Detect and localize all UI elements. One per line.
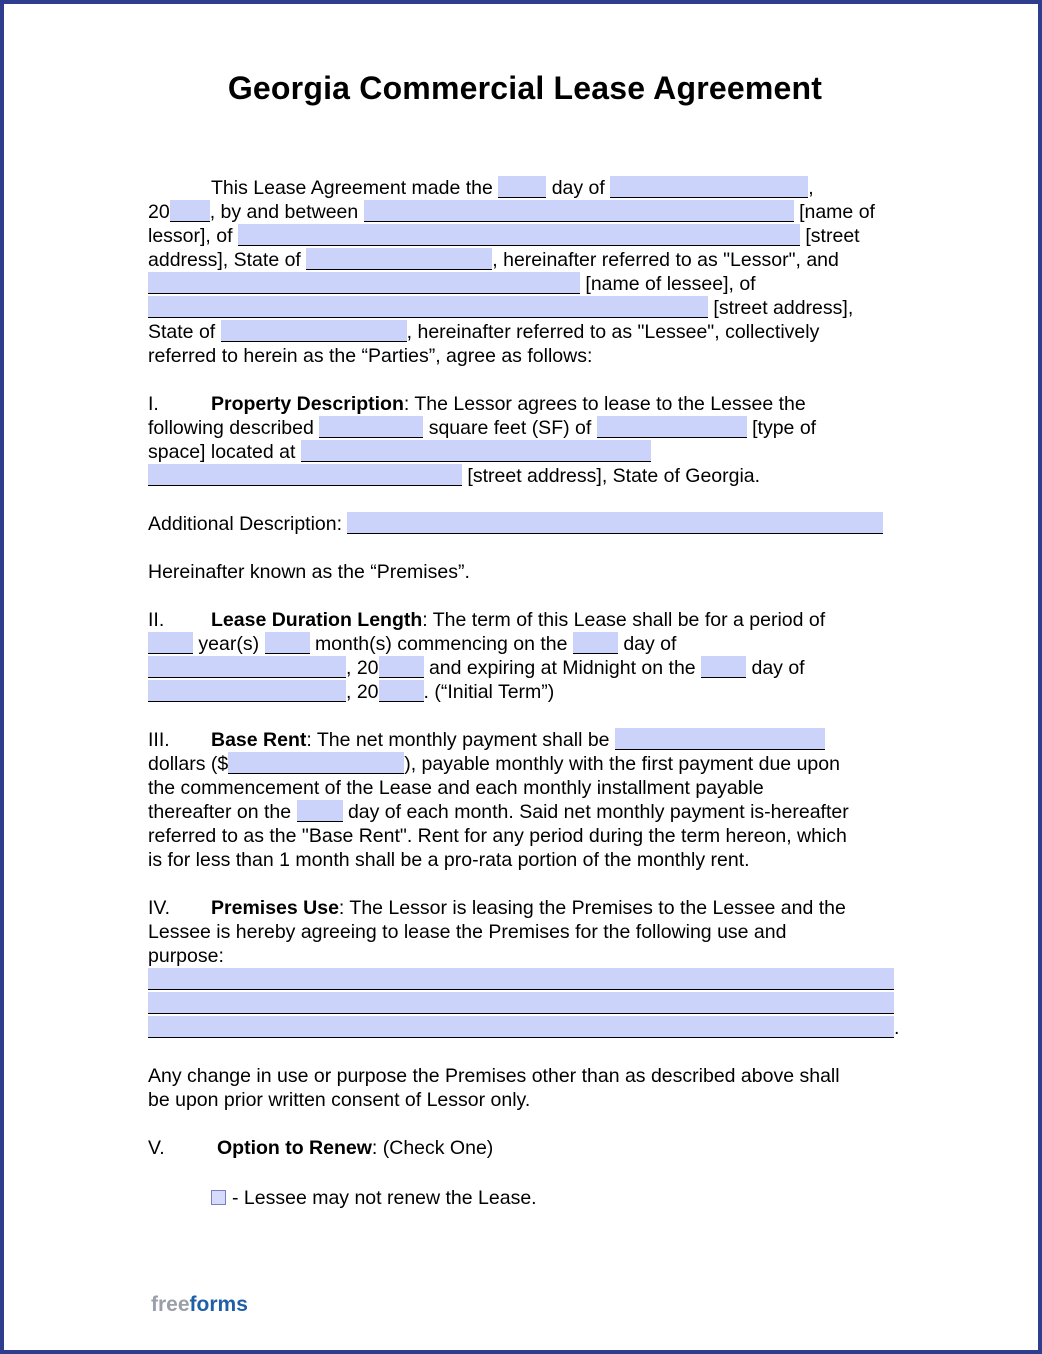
section-number: V. <box>148 1137 165 1159</box>
section-4-line-3: purpose: <box>148 945 224 967</box>
rent-day-field[interactable] <box>297 800 343 822</box>
lessor-state-field[interactable] <box>306 248 492 270</box>
use-field-row-2 <box>148 992 908 1016</box>
section-3-line-6: is for less than 1 month shall be a pro-rata portion of the monthly rent. <box>148 849 750 871</box>
section-number: III. <box>148 729 170 751</box>
intro-line-1: This Lease Agreement made the day of , <box>211 177 814 199</box>
property-address-field[interactable] <box>301 440 651 462</box>
start-year-field[interactable] <box>379 656 424 678</box>
lessor-name-field[interactable] <box>364 200 794 222</box>
section-heading: Option to Renew <box>217 1137 372 1159</box>
section-heading: Lease Duration Length <box>211 609 423 631</box>
start-day-field[interactable] <box>573 632 618 654</box>
section-3-line-1: III. Base Rent: The net monthly payment shall be <box>148 728 908 752</box>
section-number: II. <box>148 609 165 631</box>
year-field[interactable] <box>170 200 210 222</box>
intro-line-8: referred to herein as the “Parties”, agree as follows: <box>148 345 593 367</box>
section-1-line-2: following described square feet (SF) of [type of <box>148 417 817 439</box>
intro-line-4: address], State of , hereinafter referred to as "Lessor", and <box>148 249 839 271</box>
lessee-address-field[interactable] <box>148 296 708 318</box>
section-3-line-4: thereafter on the day of each month. Said net monthly payment is-hereafter <box>148 801 849 823</box>
square-feet-field[interactable] <box>319 416 423 438</box>
premises-known-line: Hereinafter known as the “Premises”. <box>148 561 470 583</box>
section-number: I. <box>148 393 159 415</box>
month-field[interactable] <box>610 176 808 198</box>
section-3-line-3: the commencement of the Lease and each monthly installment payable <box>148 777 764 799</box>
section-1-line-1: I. Property Description: The Lessor agrees to lease to the Lessee the <box>148 393 806 415</box>
end-month-field[interactable] <box>148 680 346 702</box>
rent-words-field[interactable] <box>615 728 825 750</box>
additional-description-line: Additional Description: <box>148 512 908 536</box>
renew-option-no: - Lessee may not renew the Lease. <box>148 1186 908 1210</box>
intro-line-5: [name of lessee], of <box>148 272 908 296</box>
section-1-line-4: [street address], State of Georgia. <box>148 464 908 488</box>
years-field[interactable] <box>148 632 193 654</box>
section-3-line-2: dollars ($ ), payable monthly with the first payment due upon <box>148 753 840 775</box>
section-heading: Base Rent <box>211 729 307 751</box>
use-change-line-2: be upon prior written consent of Lessor only. <box>148 1089 531 1111</box>
section-2-line-4: , 20 . (“Initial Term”) <box>148 680 908 704</box>
use-purpose-field-3[interactable] <box>148 1016 894 1038</box>
document-body <box>148 176 908 1210</box>
section-4-line-2: Lessee is hereby agreeing to lease the Premises for the following use and <box>148 921 787 943</box>
section-heading: Property Description <box>211 393 404 415</box>
space-type-field[interactable] <box>597 416 747 438</box>
intro-line-6: [street address], <box>148 296 908 320</box>
lessee-state-field[interactable] <box>221 320 407 342</box>
use-purpose-field-2[interactable] <box>148 992 894 1014</box>
section-2-line-1: II. Lease Duration Length: The term of this Lease shall be for a period of <box>148 609 826 631</box>
section-5-line-1: V. Option to Renew: (Check One) <box>148 1137 494 1159</box>
lessee-name-field[interactable] <box>148 272 580 294</box>
section-2-line-3: , 20 and expiring at Midnight on the day of <box>148 656 908 680</box>
day-field[interactable] <box>498 176 546 198</box>
use-change-line-1: Any change in use or purpose the Premises other than as described above shall <box>148 1065 840 1087</box>
end-year-field[interactable] <box>379 680 424 702</box>
months-field[interactable] <box>265 632 310 654</box>
section-4-line-1: IV. Premises Use: The Lessor is leasing the Premises to the Lessee and the <box>148 897 846 919</box>
use-purpose-field-1[interactable] <box>148 968 894 990</box>
use-field-row-3: . <box>148 1016 908 1040</box>
section-3-line-5: referred to as the "Base Rent". Rent for any period during the term hereon, which <box>148 825 847 847</box>
end-day-field[interactable] <box>701 656 746 678</box>
renew-no-checkbox[interactable] <box>211 1190 226 1205</box>
additional-description-field[interactable] <box>347 512 883 534</box>
freeforms-logo: freeforms <box>151 1293 248 1316</box>
section-number: IV. <box>148 897 171 919</box>
intro-line-2: 20 , by and between [name of <box>148 201 875 223</box>
rent-amount-field[interactable] <box>228 752 404 774</box>
use-field-row-1 <box>148 968 908 992</box>
lessor-address-field[interactable] <box>238 224 800 246</box>
section-1-line-3: space] located at <box>148 440 908 464</box>
section-2-line-2: year(s) month(s) commencing on the day of <box>148 632 908 656</box>
start-month-field[interactable] <box>148 656 346 678</box>
document-title: Georgia Commercial Lease Agreement <box>227 70 823 106</box>
intro-line-7: State of , hereinafter referred to as "Lessee", collectively <box>148 321 820 343</box>
property-address-field-2[interactable] <box>148 464 462 486</box>
section-heading: Premises Use <box>211 897 339 919</box>
intro-line-3: lessor], of [street <box>148 225 860 247</box>
